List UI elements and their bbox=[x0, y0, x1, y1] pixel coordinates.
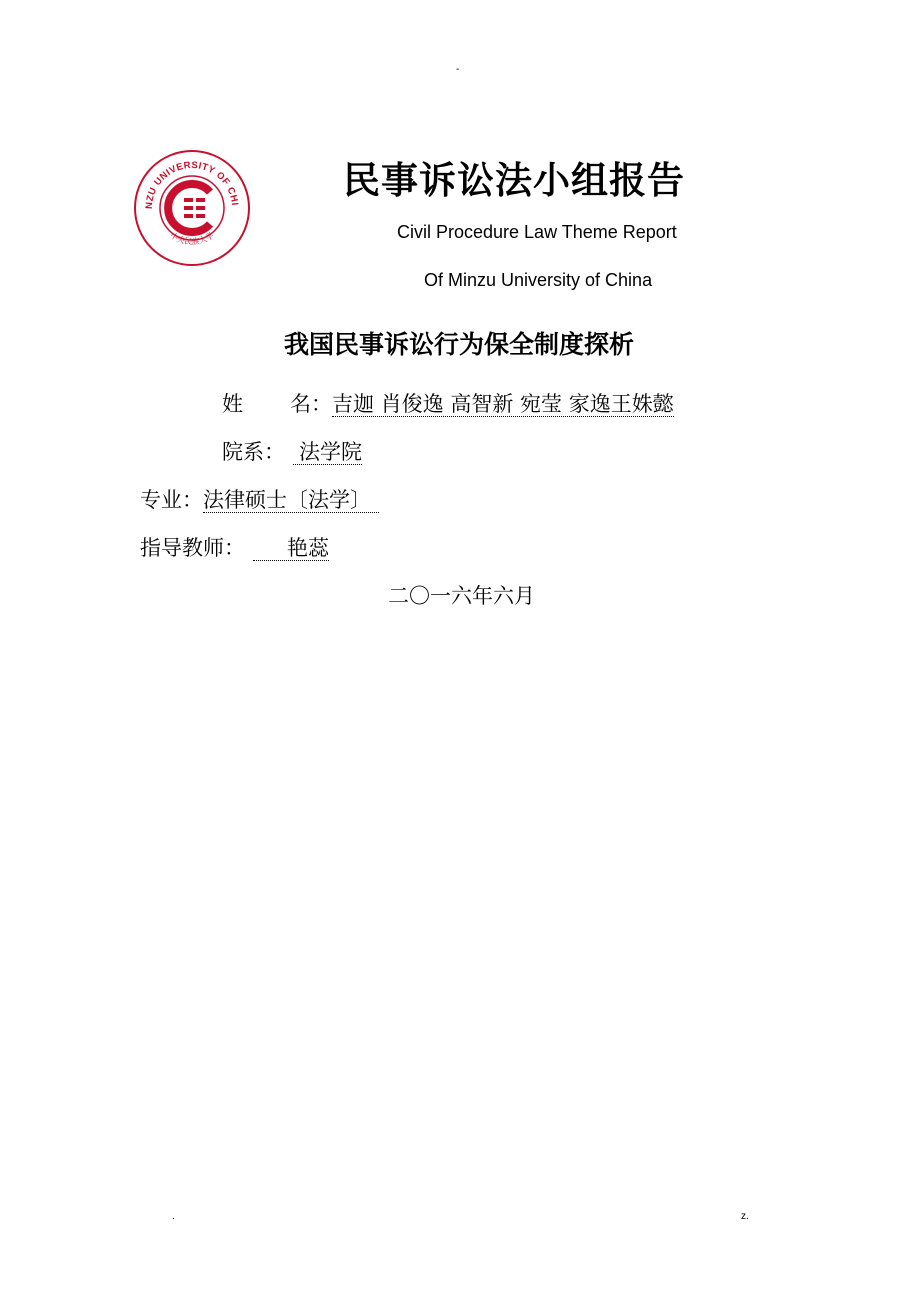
advisor-value: 艳蕊 bbox=[253, 536, 329, 561]
logo-text-top: NZU UNIVERSITY OF CHI bbox=[143, 159, 240, 210]
name-label-1: 姓 bbox=[222, 392, 243, 416]
name-field bbox=[222, 388, 674, 418]
english-title-line-1: Civil Procedure Law Theme Report bbox=[397, 222, 677, 242]
report-date: 二〇一六年六月 bbox=[388, 584, 535, 608]
department-field bbox=[222, 436, 362, 466]
major-label: 专业： bbox=[140, 488, 203, 512]
university-logo bbox=[132, 148, 252, 268]
footer-right-mark: z. bbox=[741, 1211, 749, 1222]
department-value: 法学院 bbox=[293, 440, 362, 465]
english-title-line-2: Of Minzu University of China bbox=[424, 270, 653, 290]
advisor-label: 指导教师： bbox=[140, 536, 245, 560]
department-label: 院系： bbox=[222, 440, 285, 464]
name-label-2: 名： bbox=[290, 392, 332, 416]
major-field bbox=[140, 484, 379, 514]
university-seal-icon bbox=[132, 148, 252, 268]
logo-text-bottom: 中央民族大学 bbox=[168, 230, 216, 247]
report-subtitle: 我国民事诉讼行为保全制度探析 bbox=[284, 330, 635, 359]
header-mark: - bbox=[456, 64, 460, 75]
report-title: 民事诉讼法小组报告 bbox=[343, 159, 685, 202]
name-value: 吉迦 肖俊逸 高智新 宛莹 家逸王姝懿 bbox=[332, 392, 674, 416]
footer-left-mark: . bbox=[172, 1211, 175, 1222]
major-value: 法律硕士〔法学〕 bbox=[203, 488, 379, 513]
advisor-field bbox=[140, 532, 329, 562]
